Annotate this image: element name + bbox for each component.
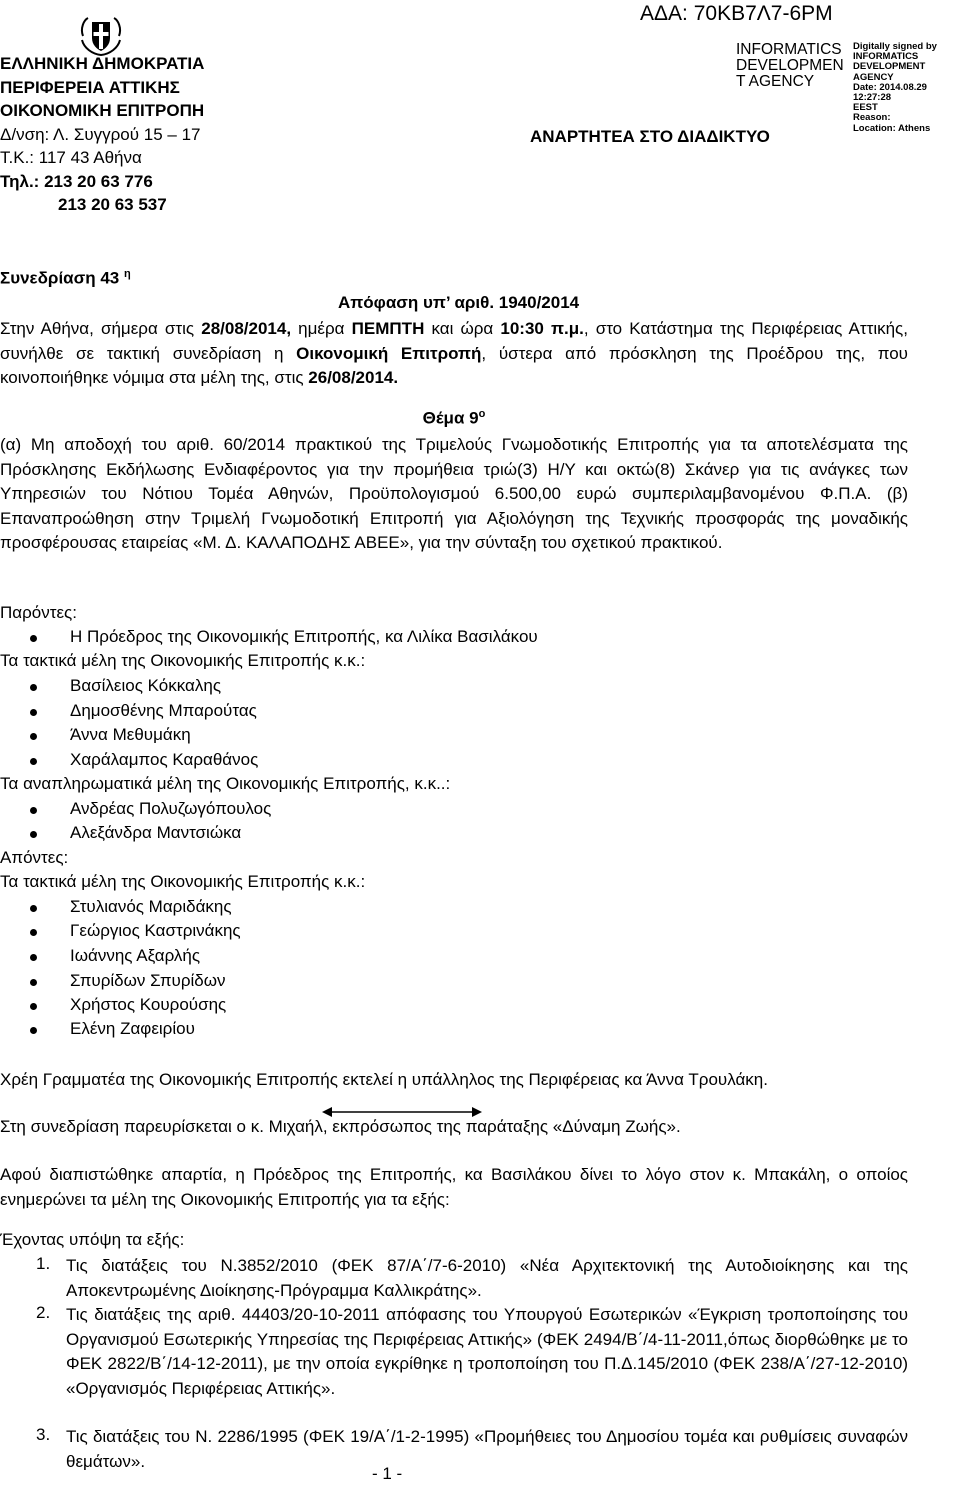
intro-paragraph: Στην Αθήνα, σήμερα στις 28/08/2014, ημέρα ΠΕΜΠΤΗ και ώρα 10:30 π.μ., στο Κατάστημα της Περιφέρειας Αττικής, συνήλθε σε τακτική συνεδρίαση η Οικονομική Επιτροπή, ύστερα από πρόσκληση της Προέδρου της, που κοινοποιήθηκε νόμιμα στα μέλη της, στις 26/08/2014. <box>0 319 908 387</box>
bullet-icon <box>30 709 37 716</box>
bullet-icon <box>30 807 37 814</box>
issuer-block <box>0 52 204 217</box>
list-item: Χρήστος Κουρούσης <box>70 995 226 1015</box>
address-line: Δ/νση: Λ. Συγγρού 15 – 17 <box>0 124 201 144</box>
present-label: Παρόντες: <box>0 603 77 622</box>
absent-label: Απόντες: <box>0 848 69 867</box>
quorum-paragraph: Αφού διαπιστώθηκε απαρτία, η Πρόεδρος της Επιτροπής, κα Βασιλάκου δίνει το λόγο στον κ. Μπακάλη, ο οποίος ενημερώνει τα μέλη της Οικονομικής Επιτροπής για τα εξής: <box>0 1165 908 1209</box>
double-arrow-icon <box>322 1106 482 1118</box>
signature-line: Reason: <box>853 112 891 124</box>
subject-paragraph: (α) Μη αποδοχή του αριθ. 60/2014 πρακτικού της Τριμελούς Γνωμοδοτικής Επιτροπής για τα αποτελέσματα της Πρόσκλησης Εκδήλωσης Ενδιαφέροντος για την προμήθεια τριώ(3) Η/Υ και οκτώ(8) Σκάνερ για τις ανάγκες των Υπηρεσιών του Νότιου Τομέα Αθηνών, Προϋπολογισμού 6.500,00 ευρώ συμπεριλαμβανομένου Φ.Π.Α. (β) Επαναπροώθηση στην Τριμελή Γνωμοδοτική Επιτροπή για Αξιολόγηση της Τεχνικής προσφοράς της μοναδικής προσφέρουσας εταιρείας «Μ. Δ. ΚΑΛΑΠΟΔΗΣ ΑΒΕΕ», για την σύνταξη του σχετικού πρακτικού. <box>0 435 908 552</box>
page-number: - 1 - <box>372 1464 403 1483</box>
list-item: Αλεξάνδρα Μαντσιώκα <box>70 823 241 843</box>
topic-heading: Θέμα $9^o$ <box>422 408 486 428</box>
bullet-icon <box>30 733 37 740</box>
org-line-3: ΟΙΚΟΝΟΜΙΚΗ ΕΠΙΤΡΟΠΗ <box>0 101 205 120</box>
bullet-icon <box>30 758 37 765</box>
decision-number: Απόφαση υπ’ αριθ. 1940/2014 <box>338 293 580 312</box>
bullet-icon <box>30 635 37 642</box>
org-line-1: ΕΛΛΗΝΙΚΗ ΔΗΜΟΚΡΑΤΙΑ <box>0 54 205 73</box>
list-item: Άννα Μεθυμάκη <box>70 725 191 745</box>
regular-members-label: Τα τακτικά μέλη της Οικονομικής Επιτροπής κ.κ.: <box>0 872 366 891</box>
list-item: Στυλιανός Μαριδάκης <box>70 897 232 917</box>
alternate-members-label: Τα αναπληρωματικά μέλη της Οικονομικής Επιτροπής, κ.κ..: <box>0 774 451 793</box>
bullet-icon <box>30 1027 37 1034</box>
list-item: Σπυρίδων Σπυρίδων <box>70 971 226 991</box>
signature-line: EEST <box>853 102 878 114</box>
bullet-icon <box>30 831 37 838</box>
phone-line-1: Τηλ.: 213 20 63 776 <box>0 171 153 191</box>
signature-line: Date: 2014.08.29 12:27:28 <box>853 81 927 104</box>
bullet-icon <box>30 1003 37 1010</box>
signature-line: INFORMATICS <box>853 51 919 63</box>
list-item: Δημοσθένης Μπαρούτας <box>70 701 257 721</box>
signature-line: DEVELOPMENT AGENCY <box>853 61 926 83</box>
list-item: Ιωάννης Αξαρλής <box>70 946 200 966</box>
attendee-note: Στη συνεδρίαση παρευρίσκεται ο κ. Μιχαήλ, εκπρόσωπος της παράταξης «Δύναμη Ζωής». <box>0 1117 681 1136</box>
signature-line: Digitally signed by <box>853 41 937 52</box>
bullet-icon <box>30 929 37 936</box>
signature-line: Location: Athens <box>853 122 931 134</box>
phone-line-2: 213 20 63 537 <box>58 195 167 214</box>
considering-label: Έχοντας υπόψη τα εξής: <box>0 1230 185 1249</box>
postal-line: Τ.Κ.: 117 43 Αθήνα <box>0 148 142 167</box>
list-item: Η Πρόεδρος της Οικονομικής Επιτροπής, κα Λιλίκα Βασιλάκου <box>70 627 538 647</box>
bullet-icon <box>30 979 37 986</box>
list-item: Ελένη Ζαφειρίου <box>70 1019 195 1039</box>
list-item: Χαράλαμπος Καραθάνος <box>70 750 258 770</box>
bullet-icon <box>30 905 37 912</box>
list-item: Ανδρέας Πολυζωγόπουλος <box>70 799 271 819</box>
ada-number: ΑΔΑ: 70ΚΒ7Λ7-6ΡΜ <box>640 2 833 25</box>
list-item: Βασίλειος Κόκκαλης <box>70 676 221 696</box>
session-number: Συνεδρίαση 43 $^\eta$ <box>0 268 131 288</box>
greek-emblem-icon <box>78 14 124 56</box>
secretary-paragraph: Χρέη Γραμματέα της Οικονομικής Επιτροπής εκτελεί η υπάλληλος της Περιφέρειας κα Άννα Τρουλάκη. <box>0 1070 768 1089</box>
bullet-icon <box>30 684 37 691</box>
digital-signature <box>853 42 960 134</box>
publish-notice: ΑΝΑΡΤΗΤΕΑ ΣΤΟ ΔΙΑΔΙΚΤΥΟ <box>530 127 770 146</box>
regular-members-label: Τα τακτικά μέλη της Οικονομικής Επιτροπής κ.κ.: <box>0 651 366 670</box>
list-item: Γεώργιος Καστρινάκης <box>70 921 241 941</box>
signer-name: INFORMATICS DEVELOPMEN T AGENCY <box>736 41 844 90</box>
org-line-2: ΠΕΡΙΦΕΡΕΙΑ ΑΤΤΙΚΗΣ <box>0 77 180 97</box>
bullet-icon <box>30 954 37 961</box>
